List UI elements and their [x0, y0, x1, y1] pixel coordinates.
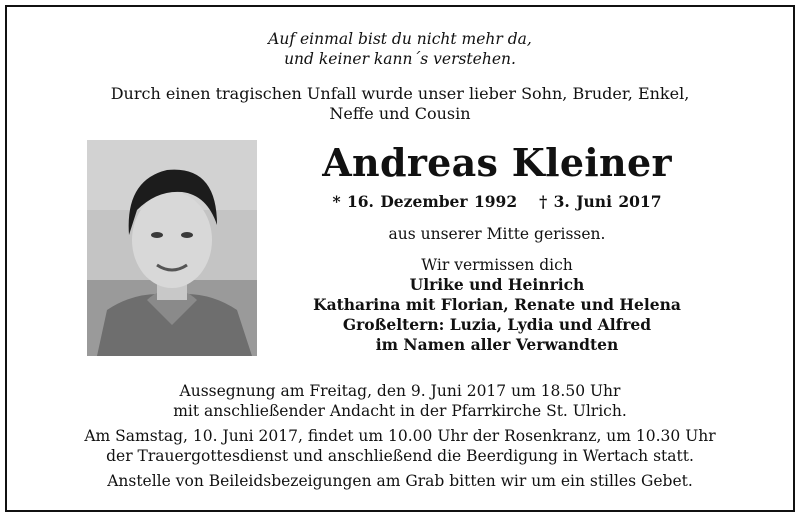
service-line: mit anschließender Andacht in der Pfarrkirche St. Ulrich. [173, 401, 627, 420]
obituary-notice [5, 5, 795, 512]
portrait-photo-icon [87, 140, 257, 356]
poem [7, 29, 793, 69]
life-dates [287, 192, 707, 212]
mourners-intro: Wir vermissen dich [421, 256, 573, 274]
service-line: Aussegnung am Freitag, den 9. Juni 2017 um 18.50 Uhr [179, 382, 621, 400]
service-line: der Trauergottesdienst und anschließend die Beerdigung in Wertach statt. [106, 446, 694, 465]
deceased-name: Andreas Kleiner [322, 140, 672, 185]
mourner-line: Großeltern: Luzia, Lydia und Alfred [342, 315, 652, 334]
poem-line-1: Auf einmal bist du nicht mehr da, [268, 30, 532, 48]
poem-line-2: und keiner kann´s verstehen. [284, 50, 516, 68]
portrait-photo [87, 140, 257, 356]
service-line: Am Samstag, 10. Juni 2017, findet um 10.00 Uhr der Rosenkranz, um 10.30 Uhr [84, 427, 716, 445]
service-details [7, 382, 793, 492]
mourner-line: Katharina mit Florian, Renate und Helena [313, 295, 681, 314]
intro-line-2: Neffe und Cousin [329, 104, 471, 123]
taken-text: aus unserer Mitte gerissen. [388, 225, 606, 243]
intro-line-1: Durch einen tragischen Unfall wurde unser lieber Sohn, Bruder, Enkel, [110, 84, 690, 103]
mourner-line: Ulrike und Heinrich [409, 275, 585, 294]
mourners-block [287, 255, 707, 355]
mourner-line: im Namen aller Verwandten [375, 335, 619, 354]
intro-text [7, 84, 793, 124]
death-date: † 3. Juni 2017 [539, 192, 662, 211]
birth-date: * 16. Dezember 1992 [332, 192, 518, 211]
service-line: Anstelle von Beileidsbezeigungen am Grab bitten wir um ein stilles Gebet. [107, 472, 693, 490]
